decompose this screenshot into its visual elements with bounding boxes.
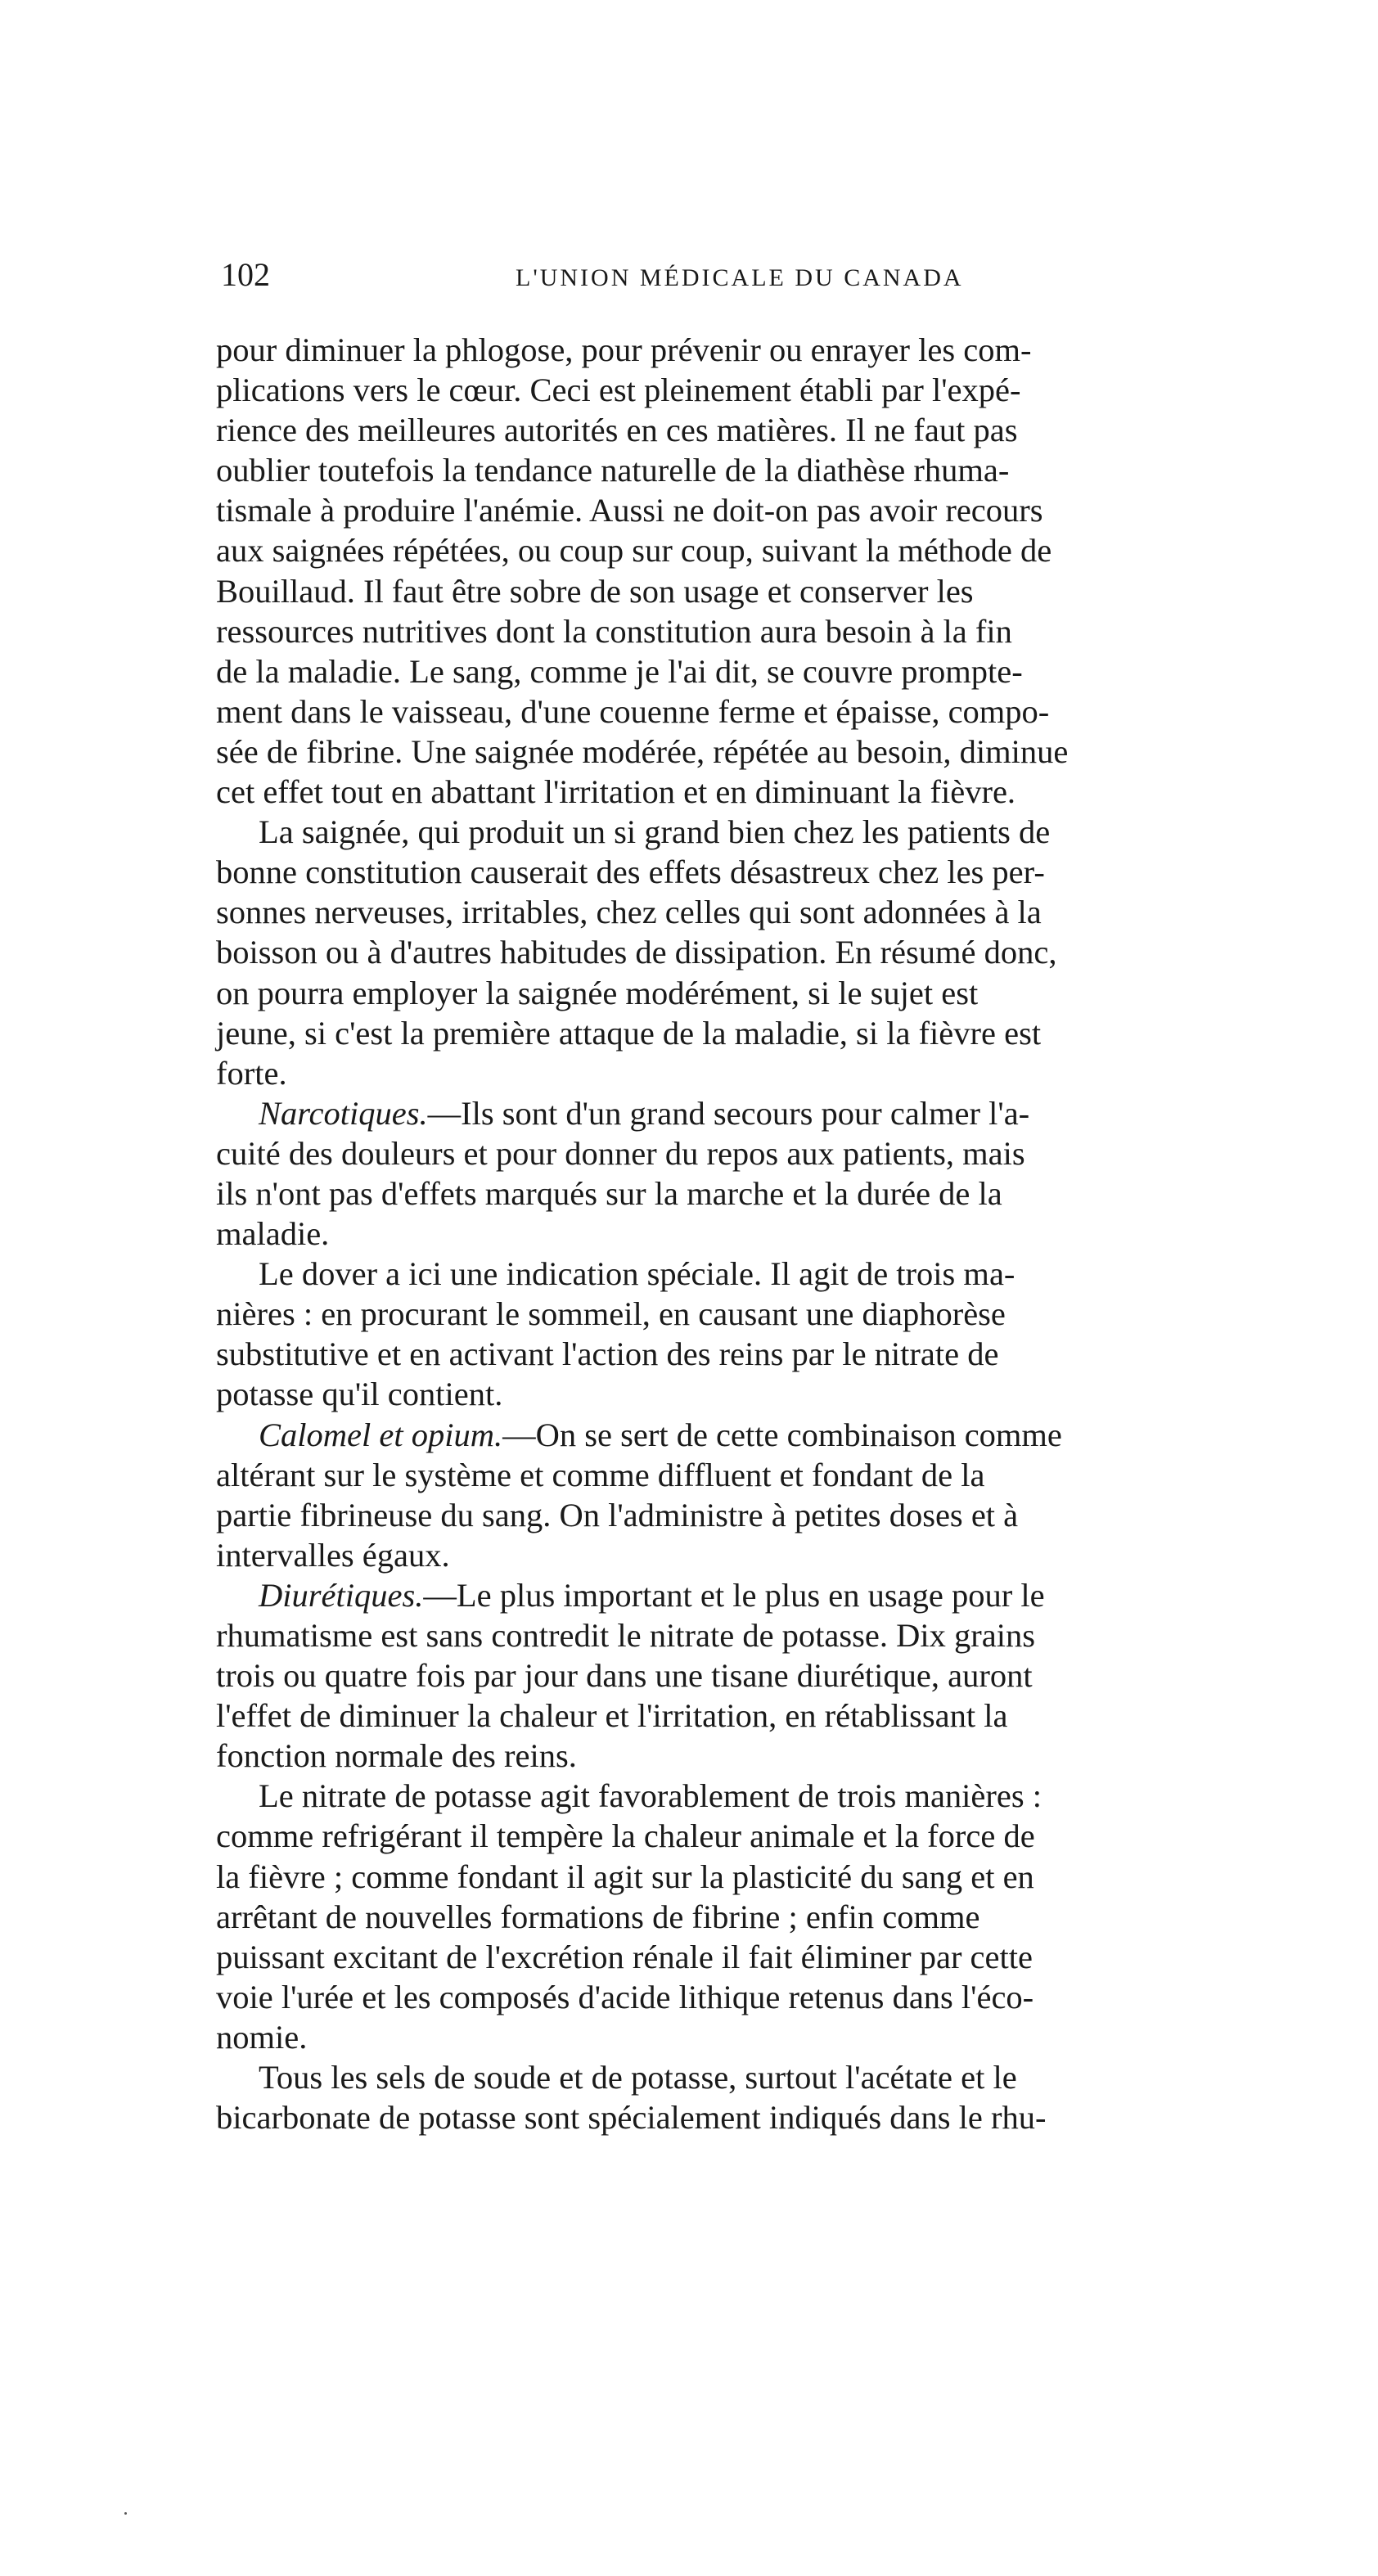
text-line: rience des meilleures autorités en ces matières. Il ne faut pas [216, 412, 1018, 449]
text-line: ressources nutritives dont la constitution aura besoin à la fin [216, 612, 1012, 650]
text-line: tismale à produire l'anémie. Aussi ne doit-on pas avoir recours [216, 492, 1043, 529]
text-line: bonne constitution causerait des effets désastreux chez les per- [216, 853, 1045, 891]
section-text: —On se sert de cette combinaison comme [502, 1416, 1062, 1453]
page-number: 102 [221, 256, 270, 293]
text-line: arrêtant de nouvelles formations de fibrine ; enfin comme [216, 1898, 980, 1935]
page-header [221, 252, 1113, 298]
text-line: partie fibrineuse du sang. On l'administre à petites doses et à [216, 1496, 1019, 1533]
text-line: oublier toutefois la tendance naturelle de la diathèse rhuma- [216, 452, 1010, 489]
text-line: trois ou quatre fois par jour dans une tisane diurétique, auront [216, 1657, 1033, 1695]
section-heading: Calomel et opium. [259, 1416, 503, 1453]
text-line: Bouillaud. Il faut être sobre de son usage et conserver les [216, 572, 974, 610]
text-line: rhumatisme est sans contredit le nitrate de potasse. Dix grains [216, 1617, 1035, 1654]
body-text [216, 330, 1353, 2137]
section-text: —Le plus important et le plus en usage pour le [423, 1576, 1045, 1614]
text-line: jeune, si c'est la première attaque de la maladie, si la fièvre est [216, 1014, 1042, 1052]
text-line: nomie. [216, 2018, 308, 2056]
text-line: cet effet tout en abattant l'irritation et en diminuant la fièvre. [216, 773, 1016, 811]
text-line: sée de fibrine. Une saignée modérée, répétée au besoin, diminue [216, 732, 1069, 770]
text-line: la fièvre ; comme fondant il agit sur la plasticité du sang et en [216, 1858, 1034, 1895]
paragraph-first-line: Le nitrate de potasse agit favorablement de trois manières : [259, 1777, 1043, 1815]
text-line: cuité des douleurs et pour donner du repos aux patients, mais [216, 1134, 1025, 1172]
text-line: fonction normale des reins. [216, 1737, 577, 1775]
text-line: comme refrigérant il tempère la chaleur animale et la force de [216, 1817, 1035, 1855]
text-line: maladie. [216, 1215, 330, 1253]
paragraph-first-line: Tous les sels de soude et de potasse, surtout l'acétate et le [259, 2059, 1017, 2096]
text-line: substitutive et en activant l'action des reins par le nitrate de [216, 1335, 999, 1373]
text-line: potasse qu'il contient. [216, 1376, 503, 1413]
text-line: forte. [216, 1054, 287, 1092]
text-line: puissant excitant de l'excrétion rénale il fait éliminer par cette [216, 1938, 1033, 1975]
text-line: intervalles égaux. [216, 1536, 450, 1574]
text-line: sonnes nerveuses, irritables, chez celles qui sont adonnées à la [216, 894, 1042, 931]
section-heading: Diurétiques. [259, 1576, 424, 1614]
text-line: aux saignées répétées, ou coup sur coup, suivant la méthode de [216, 532, 1052, 570]
text-line: l'effet de diminuer la chaleur et l'irritation, en rétablissant la [216, 1697, 1008, 1735]
text-line: pour diminuer la phlogose, pour prévenir ou enrayer les com- [216, 331, 1032, 368]
paragraph-first-line: Le dover a ici une indication spéciale. Il agit de trois ma- [259, 1255, 1015, 1293]
text-line: boisson ou à d'autres habitudes de dissipation. En résumé donc, [216, 934, 1057, 971]
text-line: on pourra employer la saignée modérément, si le sujet est [216, 974, 979, 1011]
running-title: L'UNION MÉDICALE DU CANADA [516, 264, 964, 291]
text-line: altérant sur le système et comme diffluent et fondant de la [216, 1456, 985, 1493]
paper-speck [124, 2512, 127, 2515]
text-line: voie l'urée et les composés d'acide lithique retenus dans l'éco- [216, 1978, 1034, 2015]
paragraph-first-line: La saignée, qui produit un si grand bien chez les patients de [259, 813, 1051, 851]
text-line: de la maladie. Le sang, comme je l'ai dit, se couvre prompte- [216, 652, 1023, 690]
text-line: ils n'ont pas d'effets marqués sur la marche et la durée de la [216, 1174, 1002, 1212]
text-line: plications vers le cœur. Ceci est pleinement établi par l'expé- [216, 372, 1021, 409]
paragraph-first-line [216, 1093, 1353, 1133]
paragraph-first-line [216, 1575, 1353, 1615]
text-line: nières : en procurant le sommeil, en causant une diaphorèse [216, 1295, 1006, 1333]
text-line: ment dans le vaisseau, d'une couenne ferme et épaisse, compo- [216, 692, 1050, 730]
paragraph-first-line [216, 1415, 1353, 1455]
section-text: —Ils sont d'un grand secours pour calmer l'a- [427, 1094, 1030, 1132]
text-line: bicarbonate de potasse sont spécialement indiqués dans le rhu- [216, 2099, 1047, 2137]
section-heading: Narcotiques. [259, 1094, 428, 1132]
